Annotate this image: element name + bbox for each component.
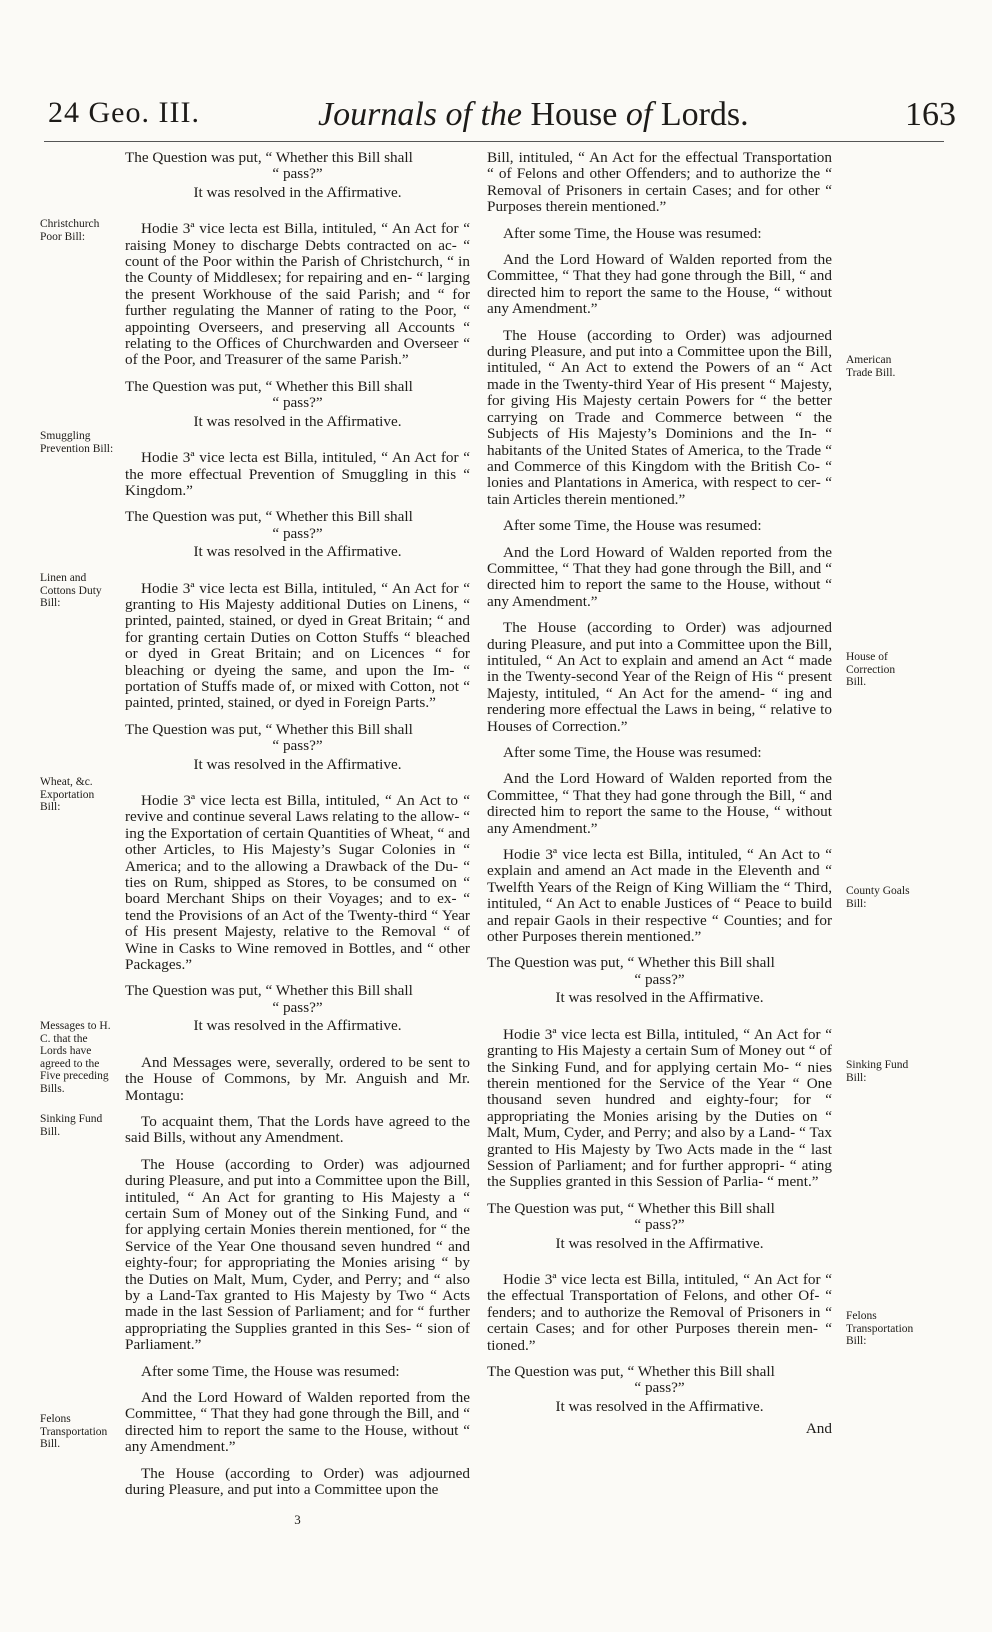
- question-line: “ pass?”: [272, 524, 323, 542]
- margin-note: Messages to H. C. that the Lords have agreed to the Five preceding Bills.: [40, 1020, 111, 1095]
- question-line: The Question was put, “ Whether this Bill shall: [125, 149, 413, 166]
- question-line: “ pass?”: [634, 970, 685, 988]
- resolution: It was resolved in the Affirmative.: [193, 183, 402, 201]
- bill-reading: Hodie 3ª vice lecta est Billa, intituled, “ An Act to “ revive and continue several Laws relating to the allow- “ ing the Exportation of certain Quantities of Wheat, “ and other Articles, to His Majesty’s Sugar Colonies in “ America; and to the allowing a Drawback of the Du- “ ties on Rum, shipped as Stores, to be consumed on “ board Merchant Ships on their Voyages; and to ex- “ tend the Provisions of an Act of the Twenty-third “ Year of His present Majesty, relative to the Removal “ of Wine in Casks to Wine removed in Bottles, and “ other Packages.”: [125, 792, 470, 974]
- margin-note: American Trade Bill.: [846, 354, 896, 379]
- paragraph: The House (according to Order) was adjourned during Pleasure, and put into a Committee upon the Bill, intituled, “ An Act to extend the Powers of an “ Act made in the Twenty-third Year of His present “ Majesty, for giving His Majesty certain Powers for “ the better carrying on Trade and Commerce between “ the Subjects of His Majesty’s Dominions and the In- “ habitants of the United States of America, to the Trade “ and Commerce of this Kingdom with the British Co- “ lonies and Plantations in America, with respect to cer- “ tain Articles therein mentioned.”: [487, 326, 832, 508]
- question-line: “ pass?”: [272, 998, 323, 1016]
- margin-note: Sinking Fund Bill.: [40, 1113, 103, 1138]
- paragraph: And the Lord Howard of Walden reported from the Committee, “ That they had gone through the Bill, and “ directed him to report the same to the House, without “ any Amendment.”: [487, 543, 832, 610]
- question-line: “ pass?”: [272, 165, 323, 183]
- resolution: It was resolved in the Affirmative.: [193, 543, 402, 561]
- paragraph: And Messages were, severally, ordered to be sent to the House of Commons, by Mr. Anguish and Mr. Montagu:: [125, 1053, 470, 1104]
- header-regnal-year: 24 Geo. III.: [48, 96, 200, 129]
- margin-note: Linen and Cottons Duty Bill:: [40, 572, 102, 609]
- question-line: The Question was put, “ Whether this Bill shall: [125, 508, 413, 526]
- paragraph: The House (according to Order) was adjourned during Pleasure, and put into a Committee upon the: [125, 1464, 470, 1499]
- bill-reading: Hodie 3ª vice lecta est Billa, intituled, “ An Act to “ explain and amend an Act made in the Eleventh and “ Twelfth Years of the Reign of King William the “ Third, intituled, “ An Act to enable Justices of “ Peace to build and repair Gaols in their respective “ Counties; and for other Purposes therein mentioned.”: [487, 846, 832, 946]
- header-title-lords: Lords.: [660, 96, 749, 133]
- paragraph: After some Time, the House was resumed:: [503, 517, 762, 535]
- bill-reading: Hodie 3ª vice lecta est Billa, intituled, “ An Act for “ granting to His Majesty a certain Sum of Money out “ of the Sinking Fund, and for applying certain Mo- “ nies therein mentioned for the Service of the Year “ One thousand seven hundred and eighty-four; for “ appropriating the Monies arising by the Duties on “ Malt, Mum, Cyder, and Perry; and also by a Land- “ Tax granted to His Majesty by Two Acts made in the “ last Session of Parliament; and for further appropri- “ ating the Supplies granted in this Session of Parlia- “ ment.”: [487, 1025, 832, 1191]
- header-title-of: of: [625, 96, 653, 133]
- bill-reading: Hodie 3ª vice lecta est Billa, intituled, “ An Act for “ the more effectual Prevention of Smuggling in this “ Kingdom.”: [125, 449, 470, 499]
- margin-note: Wheat, &c. Exportation Bill:: [40, 776, 95, 813]
- paragraph: To acquaint them, That the Lords have agreed to the said Bills, without any Amendment.: [125, 1112, 470, 1147]
- margin-note: Felons Transportation Bill.: [40, 1413, 108, 1450]
- left-column: [125, 150, 470, 1529]
- resolution: It was resolved in the Affirmative.: [193, 412, 402, 430]
- right-column: [487, 150, 832, 1438]
- paragraph: The House (according to Order) was adjourned during Pleasure, and put into a Committee upon the Bill, intituled, “ An Act for granting to His Majesty a “ certain Sum of Money out of the Sinking Fund, and “ for applying certain Monies therein mentioned, for “ the Service of the Year One thousand seven hundred “ and eighty-four; for appropriating the Monies arising “ by the Duties on Malt, Mum, Cyder, and Perry; and “ also by a Land-Tax granted to His Majesty by Two “ Acts made in the last Session of Parliament; and for “ further appropriating the Supplies granted in this Ses- “ sion of Parliament.”: [125, 1155, 470, 1354]
- resolution: It was resolved in the Affirmative.: [193, 755, 402, 773]
- bill-reading: Hodie 3ª vice lecta est Billa, intituled, “ An Act for “ granting to His Majesty additional Duties on Linens, “ printed, painted, stained, or dyed in Great Britain; “ and for granting certain Duties on Cotton Stuffs “ bleached or dyed in Great Britain; and on Licences “ for bleaching or dyeing the same, and upon the Im- “ portation of Stuffs made of, or mixed with Cotton, not “ painted, printed, stained, or dyed in Foreign Parts.”: [125, 579, 470, 712]
- paragraph: The House (according to Order) was adjourned during Pleasure, and put into a Committee upon the Bill, intituled, “ An Act to explain and amend an Act “ made in the Twenty-second Year of the Reign of His “ present Majesty, intituled, “ An Act for the amend- “ ing and rendering more effectual the Laws in being, “ relative to Houses of Correction.”: [487, 619, 832, 735]
- paragraph: And the Lord Howard of Walden reported from the Committee, “ That they had gone through the Bill, “ and directed him to report the same to the House, “ without any Amendment.”: [487, 770, 832, 837]
- paragraph: And the Lord Howard of Walden reported from the Committee, “ That they had gone through the Bill, “ and directed him to report the same to the House, “ without any Amendment.”: [487, 251, 832, 318]
- paragraph: After some Time, the House was resumed:: [503, 744, 762, 761]
- margin-note: Sinking Fund Bill:: [846, 1059, 909, 1084]
- question-line: “ pass?”: [272, 737, 323, 755]
- margin-note: County Goals Bill:: [846, 885, 910, 910]
- header-title: [318, 96, 749, 134]
- paragraph: And the Lord Howard of Walden reported from the Committee, “ That they had gone through the Bill, and “ directed him to report the same to the House, without “ any Amendment.”: [125, 1389, 470, 1456]
- resolution: It was resolved in the Affirmative.: [555, 1234, 764, 1252]
- paragraph: Bill, intituled, “ An Act for the effectual Transportation “ of Felons and other Offenders; and to authorize the “ Removal of Prisoners in certain Cases; and for other “ Purposes therein mentioned.”: [487, 149, 832, 216]
- catchword: And: [805, 1420, 832, 1438]
- bill-reading: Hodie 3ª vice lecta est Billa, intituled, “ An Act for “ the effectual Transportation of Felons, and other Of- “ fenders; and to authorize the Removal of Prisoners in “ certain Cases; and for other Purposes therein men- “ tioned.”: [487, 1270, 832, 1354]
- page-number: 163: [905, 96, 956, 133]
- header-rule: [44, 141, 944, 142]
- question-line: The Question was put, “ Whether this Bill shall: [487, 954, 775, 972]
- margin-note: House of Correction Bill.: [846, 651, 896, 688]
- question-line: The Question was put, “ Whether this Bill shall: [125, 377, 413, 395]
- question-line: The Question was put, “ Whether this Bill shall: [125, 982, 413, 1000]
- bill-reading: Hodie 3ª vice lecta est Billa, intituled, “ An Act for “ raising Money to discharge Debts contracted on ac- “ count of the Poor within the Parish of Christchurch, “ in the County of Middlesex; for repairing and en- “ larging the present Workhouse of the said Parish; and “ for further regulating the Manner of rating to the Poor, “ appointing Overseers, and preserving all Accounts “ relating to the Offices of Churchwarden and Overseer “ of the Poor, and Treasurer of the same Parish.”: [125, 220, 470, 369]
- resolution: It was resolved in the Affirmative.: [193, 1017, 402, 1035]
- question-line: The Question was put, “ Whether this Bill shall: [125, 720, 413, 738]
- margin-note: Smuggling Prevention Bill:: [40, 430, 114, 455]
- paragraph: After some Time, the House was resumed:: [503, 224, 762, 242]
- question-line: The Question was put, “ Whether this Bill shall: [487, 1199, 775, 1217]
- question-line: “ pass?”: [634, 1216, 685, 1234]
- header-title-of-the: of the: [445, 96, 522, 133]
- question-line: “ pass?”: [634, 1379, 685, 1397]
- resolution: It was resolved in the Affirmative.: [555, 1397, 764, 1415]
- question-line: The Question was put, “ Whether this Bill shall: [487, 1363, 775, 1380]
- resolution: It was resolved in the Affirmative.: [555, 989, 764, 1007]
- question-line: “ pass?”: [272, 394, 323, 412]
- paragraph: After some Time, the House was resumed:: [141, 1362, 400, 1380]
- margin-note: Christchurch Poor Bill:: [40, 218, 100, 243]
- margin-note: Felons Transportation Bill:: [846, 1310, 914, 1347]
- header-title-house: House: [530, 96, 618, 133]
- header-title-journals: Journals: [318, 96, 437, 133]
- signature-mark: 3: [294, 1512, 301, 1528]
